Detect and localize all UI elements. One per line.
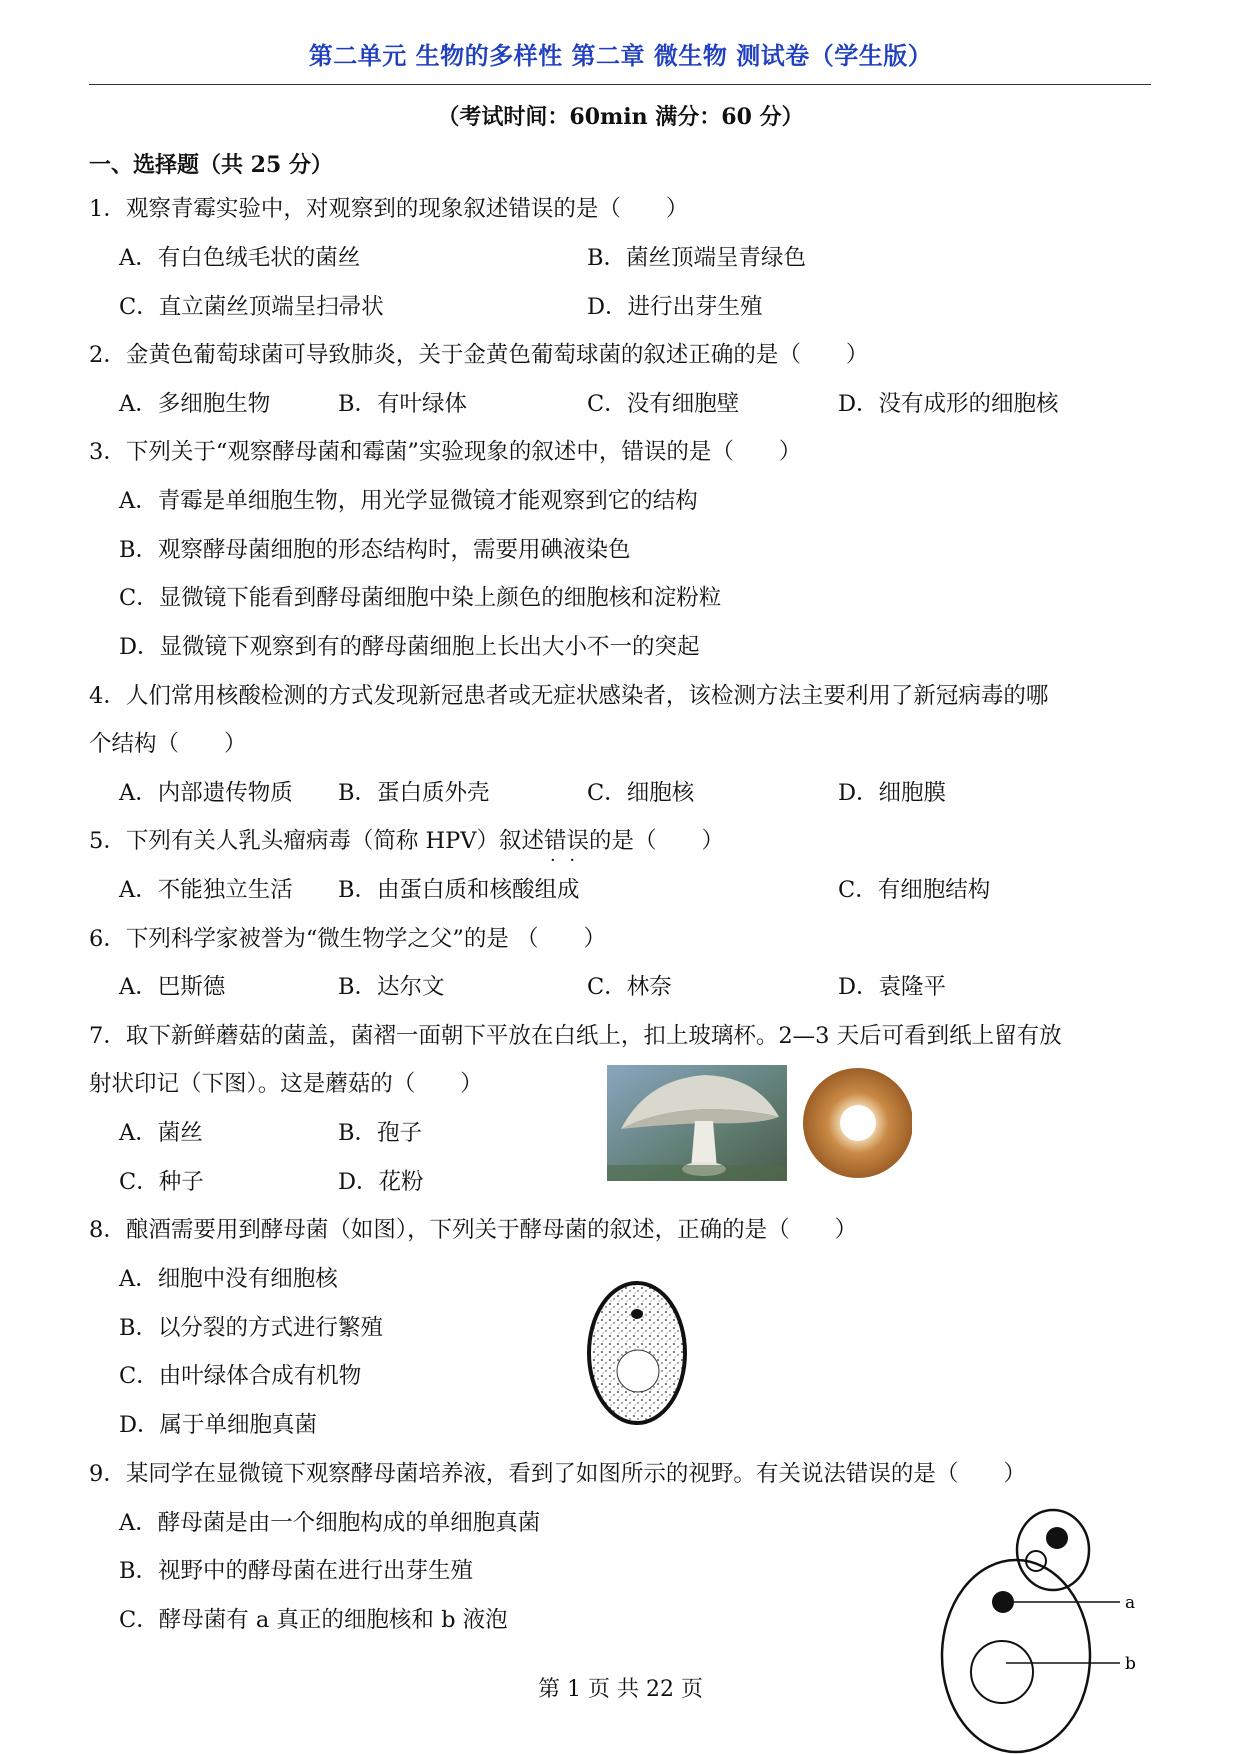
question-1-option-d: D．进行出芽生殖 bbox=[587, 294, 763, 320]
header-divider bbox=[89, 84, 1151, 85]
yeast-bud bbox=[1017, 1510, 1089, 1590]
question-2-option-b: B．有叶绿体 bbox=[338, 391, 468, 417]
budding-yeast-diagram bbox=[940, 1508, 1140, 1754]
question-5-option-b: B．由蛋白质和核酸组成 bbox=[338, 877, 580, 903]
question-7-stem: 7．取下新鲜蘑菇的菌盖，菌褶一面朝下平放在白纸上，扣上玻璃杯。2—3 天后可看到纸上留有放 bbox=[89, 1023, 1062, 1049]
question-6-option-c: C．林奈 bbox=[587, 974, 672, 1000]
question-1-option-c: C．直立菌丝顶端呈扫帚状 bbox=[119, 294, 384, 320]
question-2-option-c: C．没有细胞壁 bbox=[587, 391, 740, 417]
bud-nucleus bbox=[1046, 1527, 1068, 1549]
question-3-option-a: A．青霉是单细胞生物，用光学显微镜才能观察到它的结构 bbox=[119, 488, 698, 514]
question-6-option-d: D．袁隆平 bbox=[838, 974, 947, 1000]
spore-print bbox=[803, 1068, 912, 1178]
question-1-option-a: A．有白色绒毛状的菌丝 bbox=[119, 245, 361, 271]
question-5-option-c: C．有细胞结构 bbox=[838, 877, 991, 903]
question-9-stem: 9．某同学在显微镜下观察酵母菌培养液，看到了如图所示的视野。有关说法错误的是（ ） bbox=[89, 1461, 1026, 1487]
question-7-option-b: B．孢子 bbox=[338, 1120, 423, 1146]
question-3-option-b: B．观察酵母菌细胞的形态结构时，需要用碘液染色 bbox=[119, 537, 631, 563]
question-4-option-a: A．内部遗传物质 bbox=[119, 780, 293, 806]
yeast-parent-cell bbox=[942, 1560, 1090, 1752]
question-9-option-c: C．酵母菌有 a 真正的细胞核和 b 液泡 bbox=[119, 1607, 508, 1633]
question-3-option-c: C．显微镜下能看到酵母菌细胞中染上颜色的细胞核和淀粉粒 bbox=[119, 585, 722, 611]
mushroom-photo bbox=[607, 1065, 787, 1181]
page-title: 第二单元 生物的多样性 第二章 微生物 测试卷（学生版） bbox=[308, 42, 933, 70]
question-2-option-a: A．多细胞生物 bbox=[119, 391, 271, 417]
question-8-option-c: C．由叶绿体合成有机物 bbox=[119, 1363, 362, 1389]
question-8-option-b: B．以分裂的方式进行繁殖 bbox=[119, 1315, 384, 1341]
question-5-option-a: A．不能独立生活 bbox=[119, 877, 293, 903]
question-5-emphasis: 错误 · · bbox=[544, 826, 589, 856]
question-5-stem bbox=[89, 826, 724, 856]
question-4-stem: 4．人们常用核酸检测的方式发现新冠患者或无症状感染者，该检测方法主要利用了新冠病毒的哪 bbox=[89, 683, 1049, 709]
nucleus-a bbox=[992, 1591, 1014, 1613]
question-2-stem: 2．金黄色葡萄球菌可导致肺炎，关于金黄色葡萄球菌的叙述正确的是（ ） bbox=[89, 342, 869, 368]
question-5-stem-part-a: 5．下列有关人乳头瘤病毒（简称 HPV）叙述 bbox=[89, 828, 544, 854]
question-4-option-d: D．细胞膜 bbox=[838, 780, 947, 806]
question-6-option-b: B．达尔文 bbox=[338, 974, 445, 1000]
question-2-option-d: D．没有成形的细胞核 bbox=[838, 391, 1059, 417]
page-footer: 第 1 页 共 22 页 bbox=[538, 1677, 703, 1702]
question-7-stem-continued: 射状印记（下图）。这是蘑菇的（ ） bbox=[89, 1071, 483, 1097]
question-9-option-a: A．酵母菌是由一个细胞构成的单细胞真菌 bbox=[119, 1510, 541, 1536]
question-7-option-d: D．花粉 bbox=[338, 1169, 424, 1195]
question-1-stem: 1．观察青霉实验中，对观察到的现象叙述错误的是（ ） bbox=[89, 196, 689, 222]
section-title: 一、选择题（共 25 分） bbox=[89, 152, 333, 178]
question-4-option-c: C．细胞核 bbox=[587, 780, 695, 806]
mushroom-figure bbox=[607, 1065, 912, 1181]
question-4-stem-continued: 个结构（ ） bbox=[89, 731, 247, 757]
question-9-option-b: B．视野中的酵母菌在进行出芽生殖 bbox=[119, 1558, 474, 1584]
question-6-option-a: A．巴斯德 bbox=[119, 974, 226, 1000]
question-6-stem: 6．下列科学家被誉为“微生物学之父”的是 （ ） bbox=[89, 926, 606, 952]
question-3-option-d: D．显微镜下观察到有的酵母菌细胞上长出大小不一的突起 bbox=[119, 634, 700, 660]
yeast-cell-figure bbox=[584, 1278, 690, 1428]
question-8-stem: 8．酿酒需要用到酵母菌（如图），下列关于酵母菌的叙述，正确的是（ ） bbox=[89, 1217, 858, 1243]
exam-info: （考试时间：60min 满分：60 分） bbox=[437, 104, 804, 130]
question-8-option-d: D．属于单细胞真菌 bbox=[119, 1412, 318, 1438]
question-1-option-b: B．菌丝顶端呈青绿色 bbox=[587, 245, 807, 271]
label-a: a bbox=[1125, 1593, 1136, 1613]
question-7-option-a: A．菌丝 bbox=[119, 1120, 203, 1146]
label-b: b bbox=[1125, 1654, 1136, 1674]
question-7-option-c: C．种子 bbox=[119, 1169, 204, 1195]
question-8-option-a: A．细胞中没有细胞核 bbox=[119, 1266, 338, 1292]
question-3-stem: 3．下列关于“观察酵母菌和霉菌”实验现象的叙述中，错误的是（ ） bbox=[89, 439, 802, 465]
question-4-option-b: B．蛋白质外壳 bbox=[338, 780, 490, 806]
question-5-stem-part-b: 的是（ ） bbox=[589, 828, 725, 854]
